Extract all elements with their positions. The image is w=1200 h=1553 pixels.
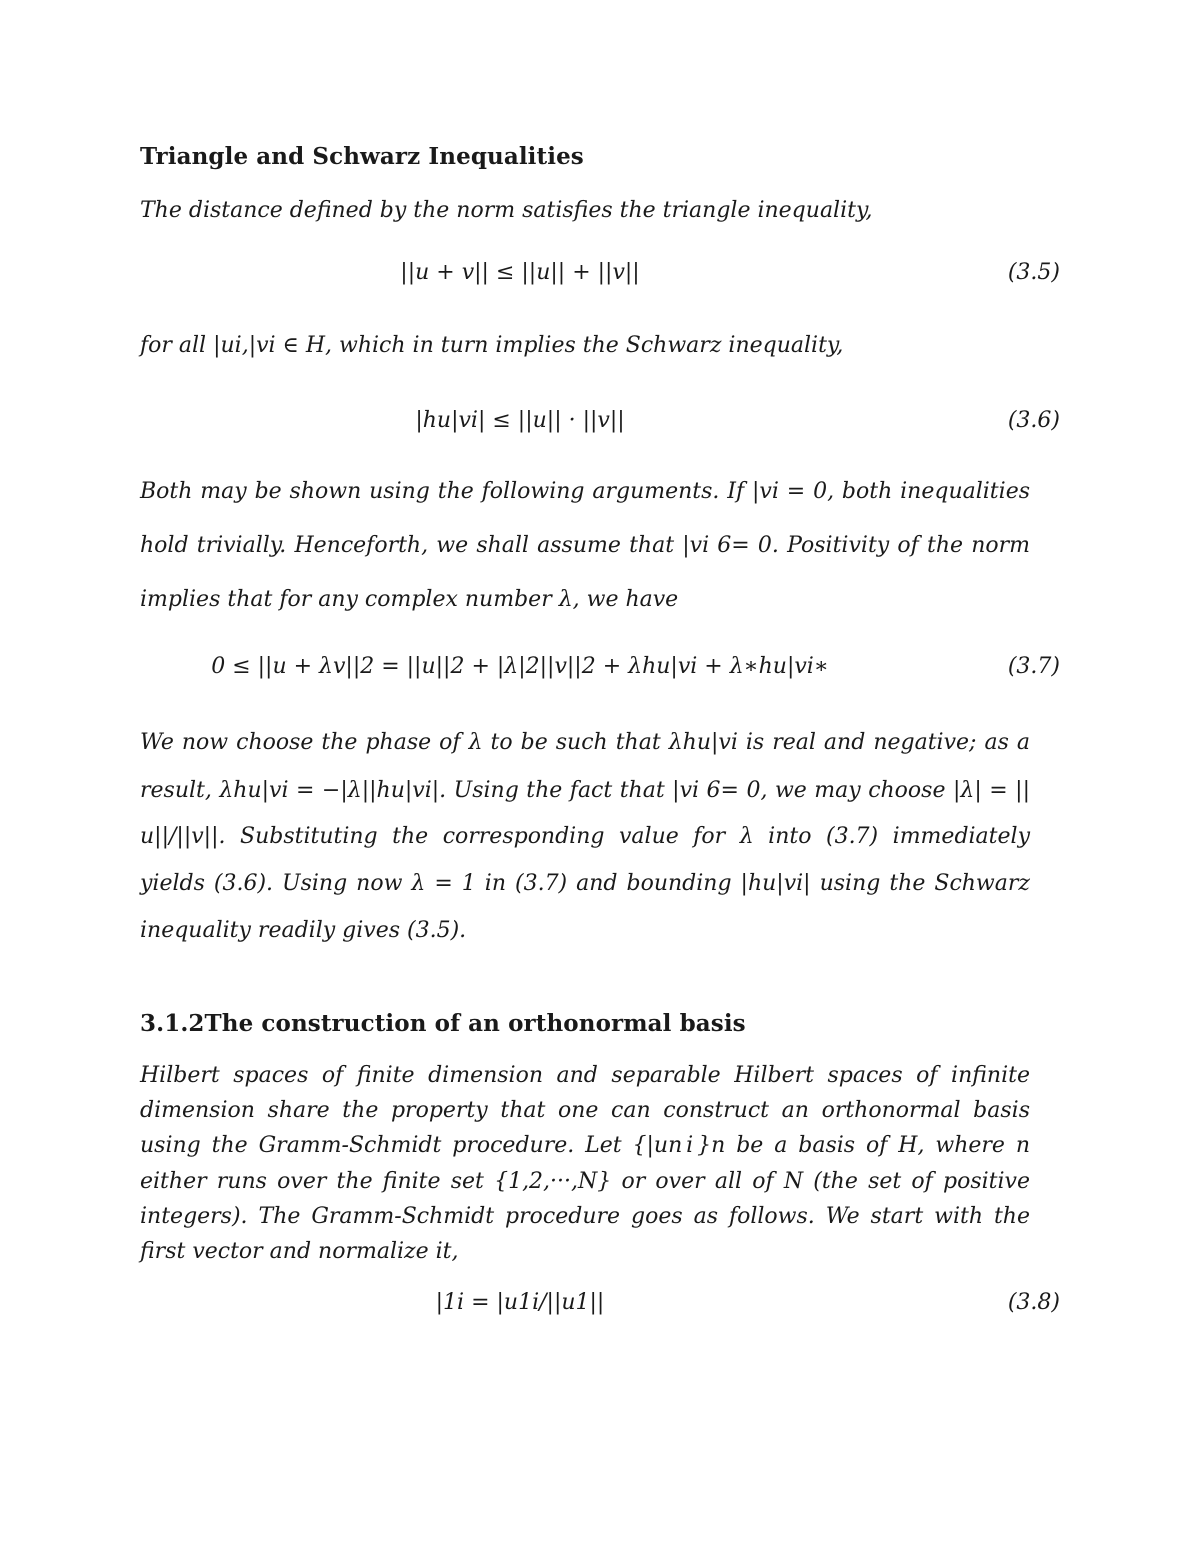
paragraph-line: hold trivially. Henceforth, we shall assume that |vi 6= 0. Positivity of the norm	[140, 533, 1030, 558]
subsection-title: The construction of an orthonormal basis	[204, 1010, 746, 1037]
paragraph-line: dimension share the property that one can construct an orthonormal basis	[140, 1098, 1030, 1123]
equation-3-5	[140, 260, 1060, 292]
paragraph-line: inequality readily gives (3.5).	[140, 918, 467, 943]
paragraph-line: integers). The Gramm-Schmidt procedure goes as follows. We start with the	[140, 1204, 1030, 1229]
equation-3-8	[140, 1290, 1060, 1322]
paragraph-line: implies that for any complex number λ, we have	[140, 587, 679, 612]
paragraph-line: either runs over the finite set {1,2,···,N} or over all of N (the set of positive	[140, 1169, 1030, 1194]
equation-expression: ||u + v|| ≤ ||u|| + ||v||	[400, 260, 640, 285]
equation-number: (3.6)	[1007, 408, 1060, 433]
document-page	[140, 0, 1060, 1553]
section-heading: Triangle and Schwarz Inequalities	[140, 143, 584, 170]
paragraph-line: yields (3.6). Using now λ = 1 in (3.7) and bounding |hu|vi| using the Schwarz	[140, 871, 1030, 896]
equation-expression: 0 ≤ ||u + λv||2 = ||u||2 + |λ|2||v||2 + λhu|vi + λ∗hu|vi∗	[211, 654, 829, 679]
equation-number: (3.5)	[1007, 260, 1060, 285]
paragraph-line: Both may be shown using the following arguments. If |vi = 0, both inequalities	[140, 479, 1030, 504]
equation-3-6	[140, 408, 1060, 440]
equation-expression: |1i = |u1i/||u1||	[435, 1290, 605, 1315]
paragraph-line: The distance defined by the norm satisfies the triangle inequality,	[140, 198, 873, 223]
equation-3-7	[140, 654, 1060, 686]
paragraph-line: first vector and normalize it,	[140, 1239, 459, 1264]
paragraph-line: for all |ui,|vi ∈ H, which in turn implies the Schwarz inequality,	[140, 333, 844, 358]
equation-number: (3.8)	[1007, 1290, 1060, 1315]
paragraph-line: u||/||v||. Substituting the corresponding value for λ into (3.7) immediately	[140, 824, 1030, 849]
equation-expression: |hu|vi| ≤ ||u|| · ||v||	[415, 408, 625, 433]
paragraph-line: Hilbert spaces of finite dimension and separable Hilbert spaces of infinite	[140, 1063, 1030, 1088]
subsection-heading	[140, 1010, 746, 1037]
paragraph-line: using the Gramm-Schmidt procedure. Let {|unⅰ}n be a basis of H, where n	[140, 1133, 1030, 1158]
paragraph-line: result, λhu|vi = −|λ||hu|vi|. Using the fact that |vi 6= 0, we may choose |λ| = ||	[140, 778, 1030, 803]
paragraph-line: We now choose the phase of λ to be such that λhu|vi is real and negative; as a	[140, 730, 1030, 755]
subsection-number: 3.1.2	[140, 1010, 205, 1037]
equation-number: (3.7)	[1007, 654, 1060, 679]
